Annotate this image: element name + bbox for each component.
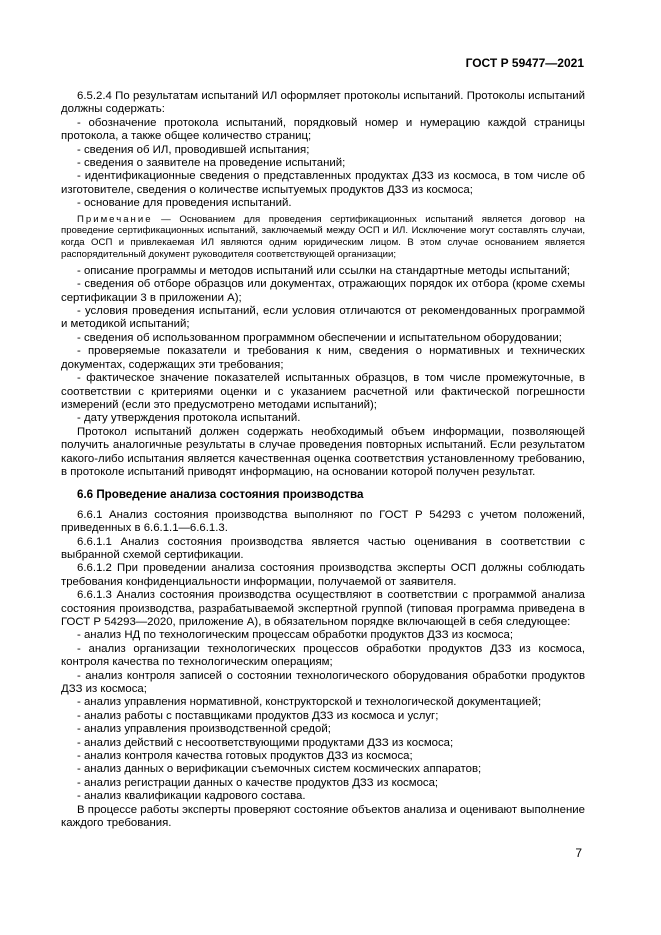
list-item: - анализ квалификации кадрового состава. — [77, 790, 306, 803]
list-item: - анализ организации технологических процессов обработки продуктов ДЗЗ из космоса, контроля качества по технологическим операциям; — [61, 642, 585, 669]
list-item: - сведения об ИЛ, проводившей испытания; — [77, 143, 310, 156]
list-item: - анализ регистрации данных о качестве продуктов ДЗЗ из космоса; — [77, 776, 439, 789]
list-item: - анализ НД по технологическим процессам обработки продуктов ДЗЗ из космоса; — [77, 629, 513, 642]
list-item: - анализ данных о верификации съемочных систем космических аппаратов; — [77, 763, 482, 776]
note-label: Примечание — [77, 213, 153, 225]
page-number: 7 — [575, 846, 582, 860]
list-item: - анализ контроля записей о состоянии технологического оборудования обработки продуктов ДЗЗ из космоса; — [61, 669, 585, 696]
page-content — [61, 90, 585, 831]
list-item: - обозначение протокола испытаний, порядковый номер и нумерацию каждой страницы протокола, а также общее количество страниц; — [61, 116, 585, 143]
document-code: ГОСТ Р 59477—2021 — [465, 56, 584, 70]
list-item: - анализ действий с несоответствующими продуктами ДЗЗ из космоса; — [77, 736, 454, 749]
paragraph-6-6-1-3: 6.6.1.3 Анализ состояния производства осуществляют в соответствии с программой анализа состояния производства, разрабатываемой экспертной группой (типовая программа приведена в ГОСТ Р 54293—2020, приложение А), в обязательном порядке включающей в себя следующее: — [61, 589, 585, 628]
list-item: - анализ управления производственной средой; — [77, 723, 331, 736]
list-item: - фактическое значение показателей испытанных образцов, в том числе промежуточные, в соответствии с критериями оценки и с указанием расчетной или фактической погрешности измерений (если это предусмотрено методами испытаний); — [61, 372, 585, 411]
paragraph-6-5-2-4: 6.5.2.4 По результатам испытаний ИЛ оформляет протоколы испытаний. Протоколы испытаний должны содержать: — [61, 90, 585, 116]
paragraph-6-6-1-2: 6.6.1.2 При проведении анализа состояния производства эксперты ОСП должны соблюдать требования конфиденциальности информации, получаемой от заявителя. — [61, 562, 585, 588]
list-item: - условия проведения испытаний, если условия отличаются от рекомендованных программой и методикой испытаний; — [61, 305, 585, 331]
list-item: - дату утверждения протокола испытаний. — [77, 412, 301, 425]
list-item: - анализ контроля качества готовых продуктов ДЗЗ из космоса; — [77, 750, 413, 763]
list-item: - идентификационные сведения о представленных продуктах ДЗЗ из космоса, в том числе об изготовителе, сведения о количестве испытуемых продуктов ДЗЗ из космоса; — [61, 170, 585, 196]
paragraph-6-6-1-1: 6.6.1.1 Анализ состояния производства является частью оценивания в соответствии с выбранной схемой сертификации. — [61, 535, 585, 561]
closing-paragraph: В процессе работы эксперты проверяют состояние объектов анализа и оценивают выполнение каждого требования. — [61, 803, 585, 830]
list-item: - сведения о заявителе на проведение испытаний; — [77, 157, 346, 170]
note — [61, 214, 585, 261]
list-item: - анализ работы с поставщиками продуктов ДЗЗ из космоса и услуг; — [77, 709, 439, 722]
note-text: — Основанием для проведения сертификационных испытаний является договор на проведение сертификационных испытаний, заключаемый между ОСП и ИЛ. Исключение могут составлять случаи, когда ОСП и привлекаемая ИЛ являются одним юридическим лицом. В этом случае основанием является распорядительный документ руководителя соответствующей организации; — [61, 213, 585, 261]
list-item: - сведения об использованном программном обеспечении и испытательном оборудовании; — [77, 331, 562, 344]
list-item: - анализ управления нормативной, конструкторской и технологической документацией; — [77, 696, 542, 709]
list-item: - основание для проведения испытаний. — [77, 197, 292, 210]
section-title: 6.6 Проведение анализа состояния производства — [77, 488, 364, 502]
list-item: - сведения об отборе образцов или документах, отражающих порядок их отбора (кроме схемы сертификации 3 в приложении А); — [61, 278, 585, 304]
paragraph-6-6-1: 6.6.1 Анализ состояния производства выполняют по ГОСТ Р 54293 с учетом положений, приведенных в 6.6.1.1—6.6.1.3. — [61, 508, 585, 535]
protocol-paragraph: Протокол испытаний должен содержать необходимый объем информации, позволяющей получить аналогичные результаты в случае проведения повторных испытаний. Если результатом какого-либо испытания является качественная оценка соответствия установленному требованию, в протоколе испытаний приводят информацию, на основании которой получен результат. — [61, 425, 585, 478]
list-item: - проверяемые показатели и требования к ним, сведения о нормативных и технических документах, содержащих эти требования; — [61, 345, 585, 371]
list-item: - описание программы и методов испытаний или ссылки на стандартные методы испытаний; — [77, 264, 571, 277]
